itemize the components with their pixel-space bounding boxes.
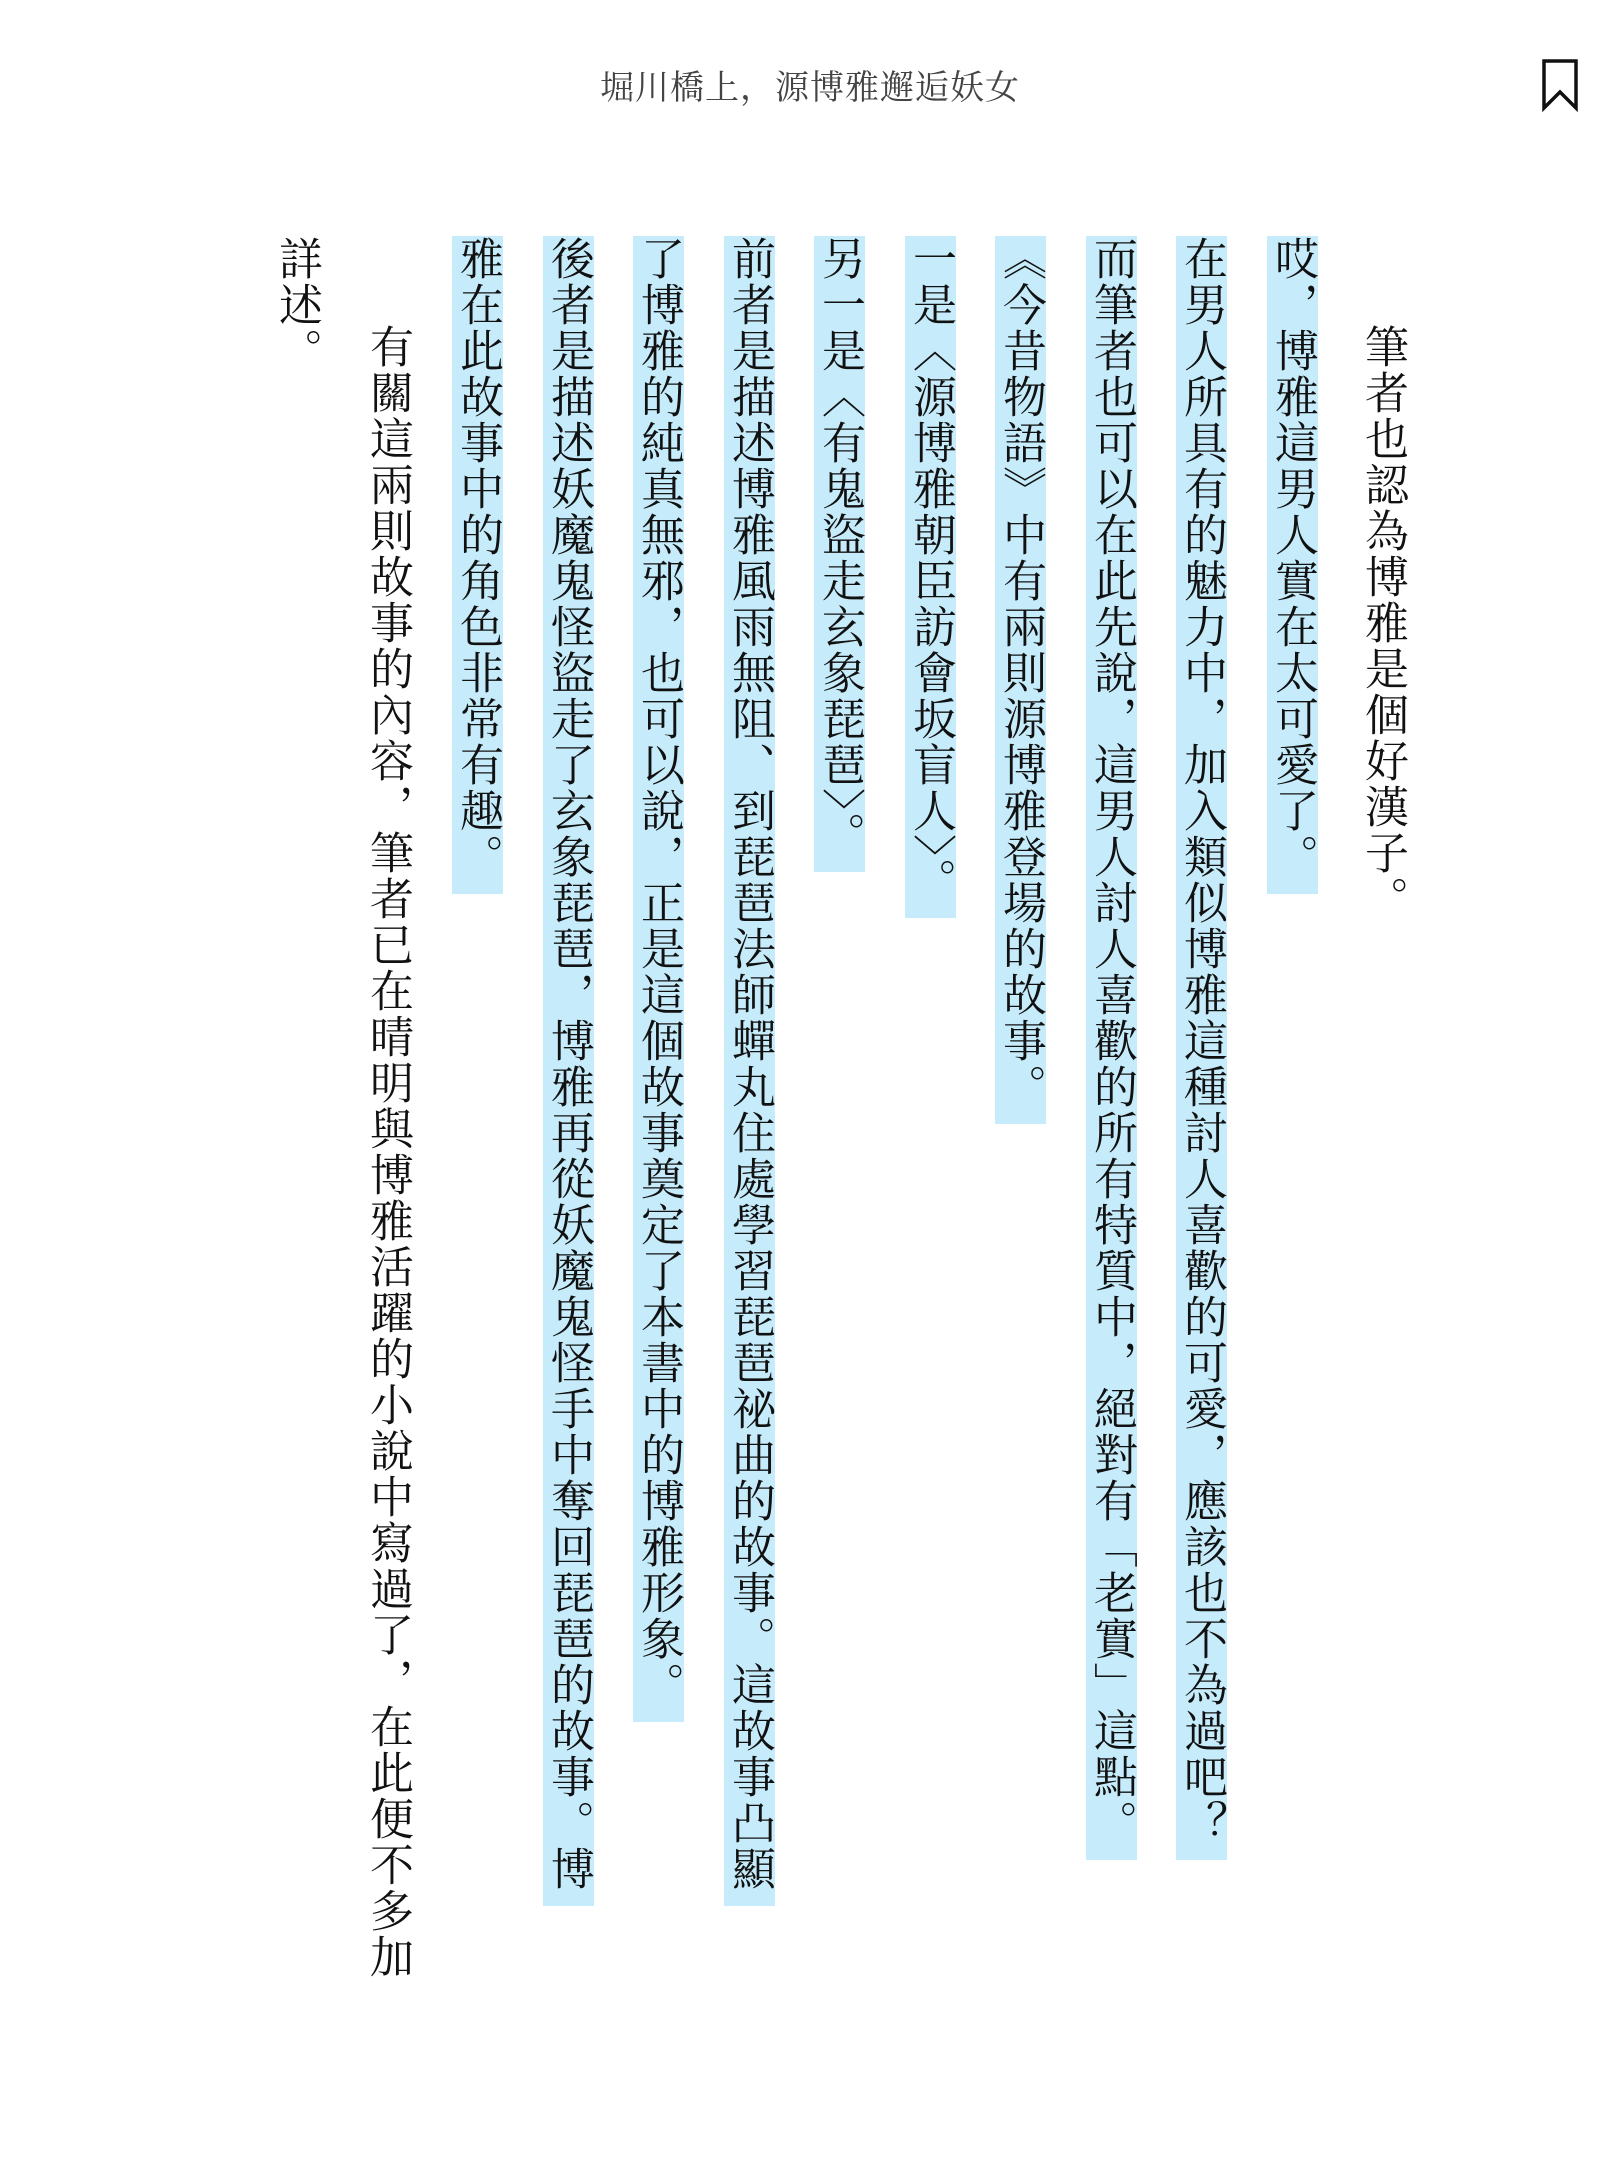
vertical-text-body xyxy=(0,236,1620,2036)
highlighted-text[interactable]: 後者是描述妖魔鬼怪盜走了玄象琵琶，博雅再從妖魔鬼怪手中奪回琵琶的故事。博 xyxy=(543,236,594,1906)
highlighted-text[interactable]: 而筆者也可以在此先說，這男人討人喜歡的所有特質中，絕對有「老實」這點。 xyxy=(1086,236,1137,1860)
text-column xyxy=(634,236,682,1722)
text-column xyxy=(1268,236,1316,894)
text-column xyxy=(1177,236,1225,1860)
text-column xyxy=(906,236,954,918)
highlighted-text[interactable]: 在男人所具有的魅力中，加入類似博雅這種討人喜歡的可愛，應該也不為過吧？ xyxy=(1176,236,1227,1860)
paragraph-text: 筆者也認為博雅是個好漢子。 xyxy=(1357,324,1408,922)
text-column xyxy=(272,236,320,374)
highlighted-text[interactable]: 哎，博雅這男人實在太可愛了。 xyxy=(1267,236,1318,894)
paragraph-text: 有關這兩則故事的內容，筆者已在晴明與博雅活躍的小說中寫過了，在此便不多加 xyxy=(362,324,413,1980)
text-column xyxy=(1087,236,1135,1860)
bookmark-icon[interactable] xyxy=(1540,58,1580,112)
text-column xyxy=(363,236,411,1980)
text-column xyxy=(815,236,863,872)
highlighted-text[interactable]: 《今昔物語》中有兩則源博雅登場的故事。 xyxy=(995,236,1046,1124)
page-title: 堀川橋上，源博雅邂逅妖女 xyxy=(600,68,1020,108)
highlighted-text[interactable]: 一是〈源博雅朝臣訪會坂盲人〉。 xyxy=(905,236,956,918)
paragraph-text: 詳述。 xyxy=(271,236,322,374)
text-column xyxy=(725,236,773,1906)
text-column xyxy=(996,236,1044,1124)
text-column xyxy=(544,236,592,1906)
highlighted-text[interactable]: 雅在此故事中的角色非常有趣。 xyxy=(452,236,503,894)
text-column xyxy=(453,236,501,894)
highlighted-text[interactable]: 前者是描述博雅風雨無阻、到琵琶法師蟬丸住處學習琵琶祕曲的故事。這故事凸顯 xyxy=(724,236,775,1906)
highlighted-text[interactable]: 了博雅的純真無邪，也可以說，正是這個故事奠定了本書中的博雅形象。 xyxy=(633,236,684,1722)
text-column xyxy=(1358,236,1406,922)
highlighted-text[interactable]: 另一是〈有鬼盜走玄象琵琶〉。 xyxy=(814,236,865,872)
